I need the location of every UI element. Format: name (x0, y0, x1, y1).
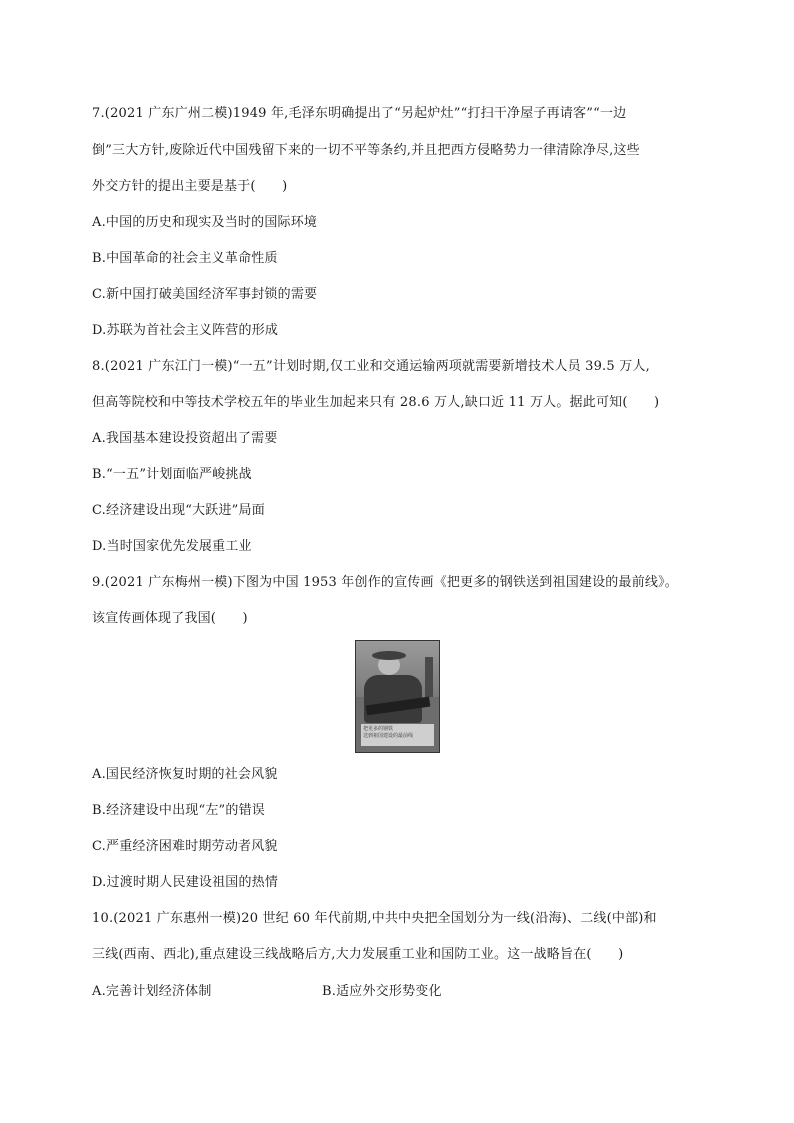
propaganda-poster-image (355, 640, 440, 753)
q8-option-c: C.经济建设出现“大跃进”局面 (92, 503, 265, 518)
q10-option-a: A.完善计划经济体制 (92, 984, 212, 999)
q8-option-a: A.我国基本建设投资超出了需要 (92, 431, 278, 446)
poster-caption-line-2: 送到祖国建设的最前线 (363, 733, 414, 739)
q10-option-b: B.适应外交形势变化 (322, 984, 442, 999)
q8-stem-line-1: 8.(2021 广东江门一模)“一五”计划时期,仅工业和交通运输两项就需要新增技术人员 39.5 万人, (92, 359, 650, 374)
q7-option-a: A.中国的历史和现实及当时的国际环境 (92, 215, 318, 230)
q9-option-a: A.国民经济恢复时期的社会风貌 (92, 767, 278, 782)
poster-tower (425, 657, 433, 697)
q8-option-d: D.当时国家优先发展重工业 (92, 539, 252, 554)
q9-option-b: B.经济建设中出现“左”的错误 (92, 803, 265, 818)
poster-caption-line-1: 把更多的钢铁 (363, 726, 394, 732)
q10-stem-line-2: 三线(西南、西北),重点建设三线战略后方,大力发展重工业和国防工业。这一战略旨在( ) (92, 947, 624, 962)
q9-option-d: D.过渡时期人民建设祖国的热情 (92, 875, 279, 890)
q9-stem-line-2: 该宣传画体现了我国( ) (92, 611, 248, 626)
q7-stem-line-1: 7.(2021 广东广州二模)1949 年,毛泽东明确提出了“另起炉灶”“打扫干净屋子再请客”“一边 (92, 106, 627, 121)
q9-option-c: C.严重经济困难时期劳动者风貌 (92, 839, 278, 854)
q7-option-d: D.苏联为首社会主义阵营的形成 (92, 323, 279, 338)
q7-option-c: C.新中国打破美国经济军事封锁的需要 (92, 287, 318, 302)
q8-stem-line-2: 但高等院校和中等技术学校五年的毕业生加起来只有 28.6 万人,缺口近 11 万人。据此可知( ) (92, 395, 660, 410)
q10-stem-line-1: 10.(2021 广东惠州一模)20 世纪 60 年代前期,中共中央把全国划分为一线(沿海)、二线(中部)和 (92, 911, 657, 926)
q7-option-b: B.中国革命的社会主义革命性质 (92, 251, 278, 266)
poster-worker-hat (372, 651, 406, 660)
q7-stem-line-3: 外交方针的提出主要是基于( ) (92, 179, 288, 194)
q8-option-b: B.“一五”计划面临严峻挑战 (92, 467, 252, 482)
q7-stem-line-2: 倒”三大方针,废除近代中国残留下来的一切不平等条约,并且把西方侵略势力一律清除净尽,这些 (92, 143, 640, 158)
q9-stem-line-1: 9.(2021 广东梅州一模)下图为中国 1953 年创作的宣传画《把更多的钢铁送到祖国建设的最前线》。 (92, 575, 679, 590)
poster-caption (361, 724, 434, 746)
